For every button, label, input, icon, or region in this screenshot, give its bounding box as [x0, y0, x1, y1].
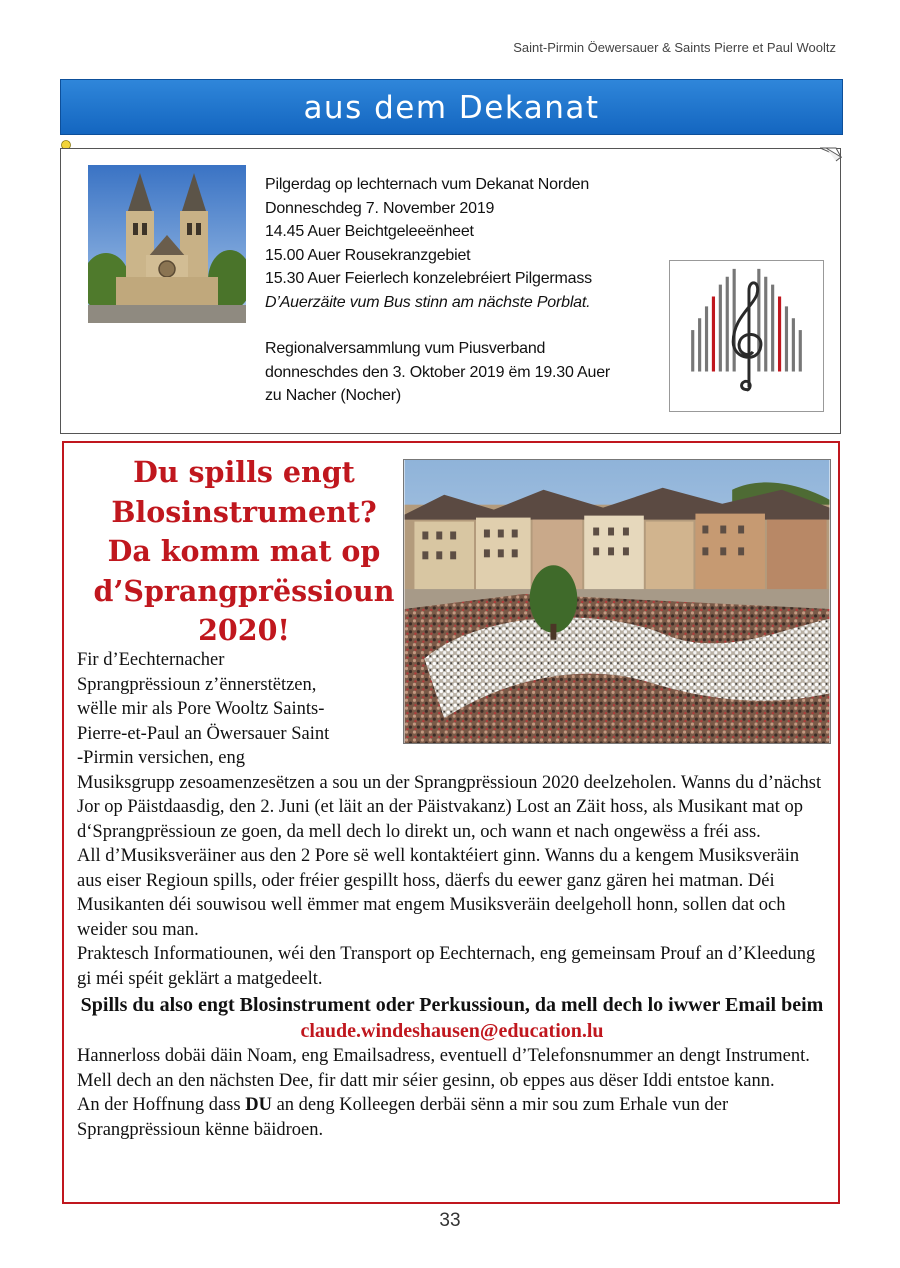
event-line: 14.45 Auer Beichtgeleeënheet — [265, 223, 474, 240]
section-title: aus dem Dekanat — [303, 90, 600, 126]
paragraph: All d’Musiksveräiner aus den 2 Pore së well kontaktéiert ginn. Wanns du a kengem Musiksveräin aus eiser Regioun spills, oder fréier gespillt hoss, däerfs du eewer ganz gären hei matman. Déi Musikanten déi souwisou well ëmmer mat engem Musiksveräin deelgeholl honn, sollen dat och weider sou man. — [77, 846, 800, 940]
paragraph: Hannerloss dobäi däin Noam, eng Emailsadress, eventuell d’Telefonsnummer an dengt Instrument. Mell dech an den nächsten Dee, fir datt mir séier gesinn, ob eppes aus dëser Iddi entstoe kann. — [77, 1046, 810, 1091]
paragraph: Praktesch Informatiounen, wéi den Transport op Eechternach, eng gemeinsam Prouf an d’Kleedung gi méi spéit geklärt a matgedeelt. — [77, 944, 816, 989]
meeting-date: donneschdes den 3. Oktober 2019 ëm 19.30 Auer — [265, 363, 611, 381]
spacer — [265, 314, 665, 337]
headline-line: 2020! — [198, 613, 290, 647]
event-line: 15.30 Auer Feierlech konzelebréiert Pilgermass — [265, 270, 592, 287]
ad-body — [77, 648, 827, 1142]
bus-note: D’Auerzäite vum Bus stinn am nächste Porblat. — [265, 293, 591, 311]
headline-line: d’Sprangprëssioun — [93, 573, 395, 608]
closing-emphasis: DU — [245, 1095, 272, 1115]
intro-line: -Pirmin versichen, eng — [77, 748, 245, 768]
intro-line: wëlle mir als Pore Wooltz Saints- — [77, 699, 325, 719]
meeting-title: Regionalversammlung vum Piusverband — [265, 340, 546, 357]
running-head: Saint-Pirmin Öewersauer & Saints Pierre et Paul Wooltz — [513, 40, 836, 55]
basilica-photo — [88, 165, 246, 323]
event-line: Donneschdeg 7. November 2019 — [265, 199, 495, 217]
intro-line: Sprangprëssioun z’ënnerstëtzen, — [77, 674, 317, 695]
page-number: 33 — [439, 1210, 461, 1231]
headline-line: Blosinstrument? — [111, 494, 377, 529]
event-line: 15.00 Auer Rousekranzgebiet — [265, 246, 471, 264]
brass-band-appeal — [62, 441, 840, 1204]
intro-line: Fir d’Eechternacher — [77, 650, 225, 670]
headline-line: Du spills engt — [133, 455, 355, 489]
meeting-place: zu Nacher (Nocher) — [265, 387, 402, 404]
headline-line: Da komm mat op — [107, 534, 381, 568]
event-line: Pilgerdag op lechternach vum Dekanat Norden — [265, 176, 590, 193]
event-notice-box — [60, 148, 841, 434]
intro-line: Pierre-et-Paul an Öwersauer Saint — [77, 723, 330, 744]
call-to-action — [77, 992, 827, 1044]
page-fold-icon — [820, 147, 842, 163]
closing-text: an deng Kolleegen derbäi sënn a mir sou zum Erhale vun der Sprangprëssioun kënne bäidroen. — [77, 1095, 729, 1140]
ad-headline — [74, 453, 414, 651]
email-link[interactable]: claude.windeshausen@education.lu — [300, 1020, 604, 1042]
event-details — [265, 173, 665, 408]
cta-text: Spills du also engt Blosinstrument oder Perkussioun, da mell dech lo iwwer Email beim — [80, 994, 824, 1016]
intro-text — [77, 648, 397, 771]
paragraph: Musiksgrupp zesoamenzesëtzen a sou un der Sprangprëssioun 2020 deelzeholen. Wanns du d’nächst Jor op Päistdaasdig, den 2. Juni (et läit an der Päistvakanz) Lost an Zäit hoss, als Musikant mat op d‘Sprangprëssioun ze goen, da mell dech lo direkt un, och wann et nach ongewëss a fréi ass. — [77, 772, 822, 842]
closing-paragraph — [77, 1093, 827, 1142]
closing-text: An der Hoffnung dass — [77, 1095, 241, 1115]
organ-treble-clef-logo — [669, 260, 824, 412]
section-banner — [60, 79, 843, 135]
